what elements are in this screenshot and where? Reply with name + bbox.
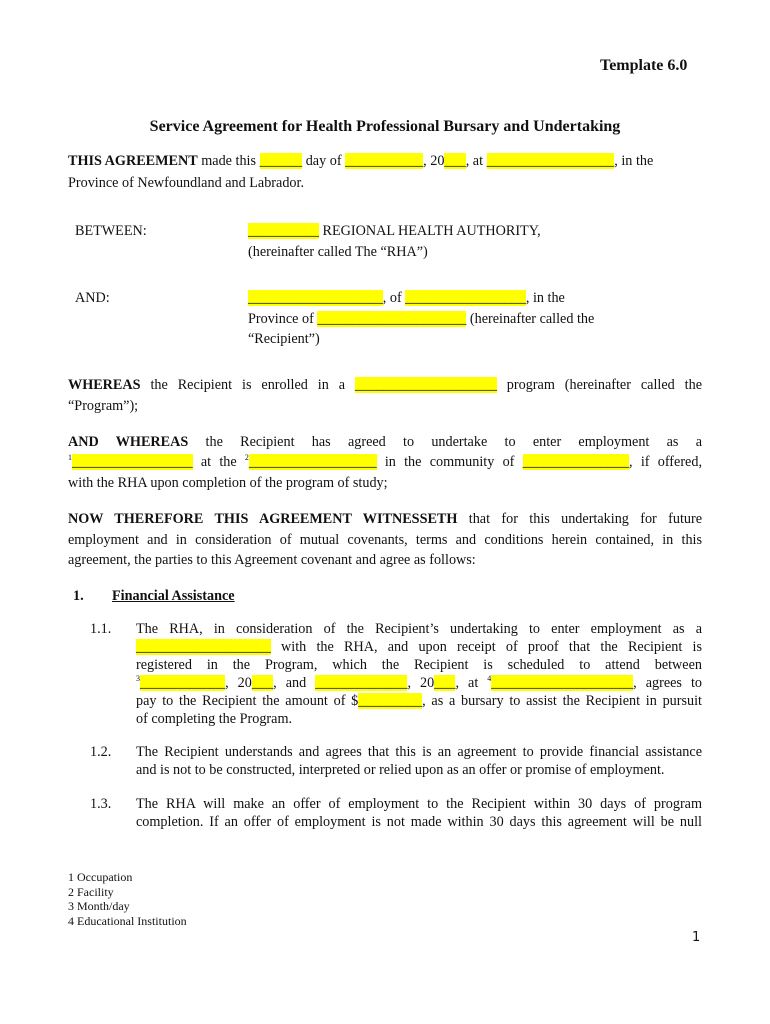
and-whereas-line-1 <box>68 432 702 452</box>
intro-line-2: Province of Newfoundland and Labrador. <box>68 175 304 191</box>
recipient-line-3: “Recipient”) <box>248 331 320 347</box>
clause-1-2-line-2: and is not to be constructed, interpreted or relied upon as an offer or promise of employment. <box>136 762 665 778</box>
footnote-ref-2: 2 <box>244 453 249 462</box>
day-blank[interactable]: ______ <box>259 153 303 169</box>
and-whereas-text: the Recipient has agreed to undertake to enter employment as a <box>188 434 703 450</box>
and-whereas-line-2 <box>68 452 702 472</box>
clause-1-1-line-1: The RHA, in consideration of the Recipient’s undertaking to enter employment as a <box>136 621 702 637</box>
clause-1-1-line-4 <box>136 673 702 693</box>
now-therefore-line-2: employment and in consideration of mutual covenants, terms and conditions herein contained, in this <box>68 532 702 548</box>
clause-1-3-line-1: The RHA will make an offer of employment to the Recipient within 30 days of program <box>136 796 702 812</box>
template-label: Template 6.0 <box>600 57 688 74</box>
whereas-lead: WHEREAS <box>68 377 141 393</box>
amount-blank[interactable]: _________ <box>358 693 423 709</box>
facility-blank[interactable]: __________________ <box>248 454 377 470</box>
now-therefore-line-3: agreement, the parties to this Agreement covenant and agree as follows: <box>68 552 476 568</box>
and-whereas-text: , if offered, <box>629 454 702 470</box>
and-label: AND: <box>75 290 110 306</box>
clause-1-1-number: 1.1. <box>90 621 112 637</box>
footnote-ref-3: 3 <box>136 674 140 683</box>
intro-lead: THIS AGREEMENT <box>68 153 198 169</box>
intro-text: made this <box>197 153 260 169</box>
clause-1-1-line-3: registered in the Program, which the Recipient is scheduled to attend between <box>136 657 702 673</box>
rha-line <box>248 221 541 241</box>
intro-text: , in the <box>614 153 654 169</box>
clause-text: , 20 <box>407 675 435 691</box>
clause-1-3-number: 1.3. <box>90 796 112 812</box>
clause-1-3-line-2: completion. If an offer of employment is not made within 30 days this agreement will be null <box>136 814 702 830</box>
end-month-day-blank[interactable]: _____________ <box>315 675 408 691</box>
occupation-blank-2[interactable]: ___________________ <box>136 639 271 655</box>
recipient-text: , in the <box>525 290 565 306</box>
recipient-city-blank[interactable]: _________________ <box>405 290 526 306</box>
clause-1-1-line-6: of completing the Program. <box>136 711 293 727</box>
intro-text: , at <box>465 153 487 169</box>
start-year-blank[interactable]: ___ <box>251 675 274 691</box>
recipient-text: , of <box>382 290 406 306</box>
whereas-text: program (hereinafter called the <box>496 377 703 393</box>
footnotes <box>68 870 187 928</box>
section-1-number: 1. <box>73 588 84 604</box>
footnote-ref-1: 1 <box>68 453 72 462</box>
rha-name-blank[interactable]: __________ <box>248 223 319 239</box>
section-1-title: Financial Assistance <box>112 588 235 604</box>
document-title: Service Agreement for Health Professional Bursary and Undertaking <box>149 118 621 135</box>
intro-text: day of <box>302 153 346 169</box>
intro-line-1 <box>68 151 653 171</box>
start-month-day-blank[interactable]: ____________ <box>140 675 226 691</box>
whereas-line-1 <box>68 375 702 395</box>
page-number: 1 <box>692 930 701 945</box>
whereas-text: the Recipient is enrolled in a <box>140 377 355 393</box>
end-year-blank[interactable]: ___ <box>434 675 456 691</box>
clause-text: , as a bursary to assist the Recipient in pursuit <box>422 693 702 709</box>
location-blank[interactable]: __________________ <box>486 153 615 169</box>
footnote-4: 4 Educational Institution <box>68 913 187 928</box>
footnote-ref-4: 4 <box>487 674 492 683</box>
footnote-1: 1 Occupation <box>68 870 133 884</box>
and-whereas-lead: AND WHEREAS <box>68 434 189 450</box>
and-whereas-text: in the community of <box>376 454 523 470</box>
now-therefore-lead: NOW THEREFORE THIS AGREEMENT WITNESSETH <box>68 511 458 527</box>
year-blank[interactable]: ___ <box>444 153 466 169</box>
community-blank[interactable]: _______________ <box>522 454 630 470</box>
clause-text: with the RHA, and upon receipt of proof that the Recipient is <box>270 639 702 655</box>
clause-text: , and <box>273 675 316 691</box>
clause-text: pay to the Recipient the amount of $ <box>136 693 359 709</box>
recipient-text: (hereinafter called the <box>466 311 595 327</box>
occupation-blank[interactable]: _________________ <box>72 454 193 470</box>
month-blank[interactable]: ___________ <box>345 153 424 169</box>
footnote-3: 3 Month/day <box>68 899 130 913</box>
clause-1-1-line-5 <box>136 691 702 711</box>
program-blank[interactable]: ____________________ <box>355 377 497 393</box>
rha-hereinafter: (hereinafter called The “RHA”) <box>248 244 428 260</box>
rha-text: REGIONAL HEALTH AUTHORITY, <box>318 223 541 239</box>
clause-1-1-line-2 <box>136 637 702 657</box>
now-therefore-text: that for this undertaking for future <box>457 511 703 527</box>
between-label: BETWEEN: <box>75 223 147 239</box>
recipient-line-2 <box>248 309 594 329</box>
clause-text: , agrees to <box>633 675 702 691</box>
now-therefore-line-1 <box>68 509 702 529</box>
clause-1-2-number: 1.2. <box>90 744 112 760</box>
recipient-line-1 <box>248 288 565 308</box>
recipient-text: Province of <box>248 311 318 327</box>
footnote-2: 2 Facility <box>68 884 114 899</box>
whereas-line-2: “Program”); <box>68 398 139 414</box>
clause-1-2-line-1: The Recipient understands and agrees that this is an agreement to provide financial assistance <box>136 744 702 760</box>
institution-blank[interactable]: ____________________ <box>491 675 634 691</box>
and-whereas-text: at the <box>192 454 245 470</box>
recipient-province-blank[interactable]: _____________________ <box>317 311 467 327</box>
clause-text: , at <box>455 675 488 691</box>
clause-text: , 20 <box>225 675 252 691</box>
and-whereas-line-3: with the RHA upon completion of the program of study; <box>68 475 388 491</box>
intro-text: , 20 <box>423 153 445 169</box>
recipient-name-blank[interactable]: ___________________ <box>248 290 383 306</box>
